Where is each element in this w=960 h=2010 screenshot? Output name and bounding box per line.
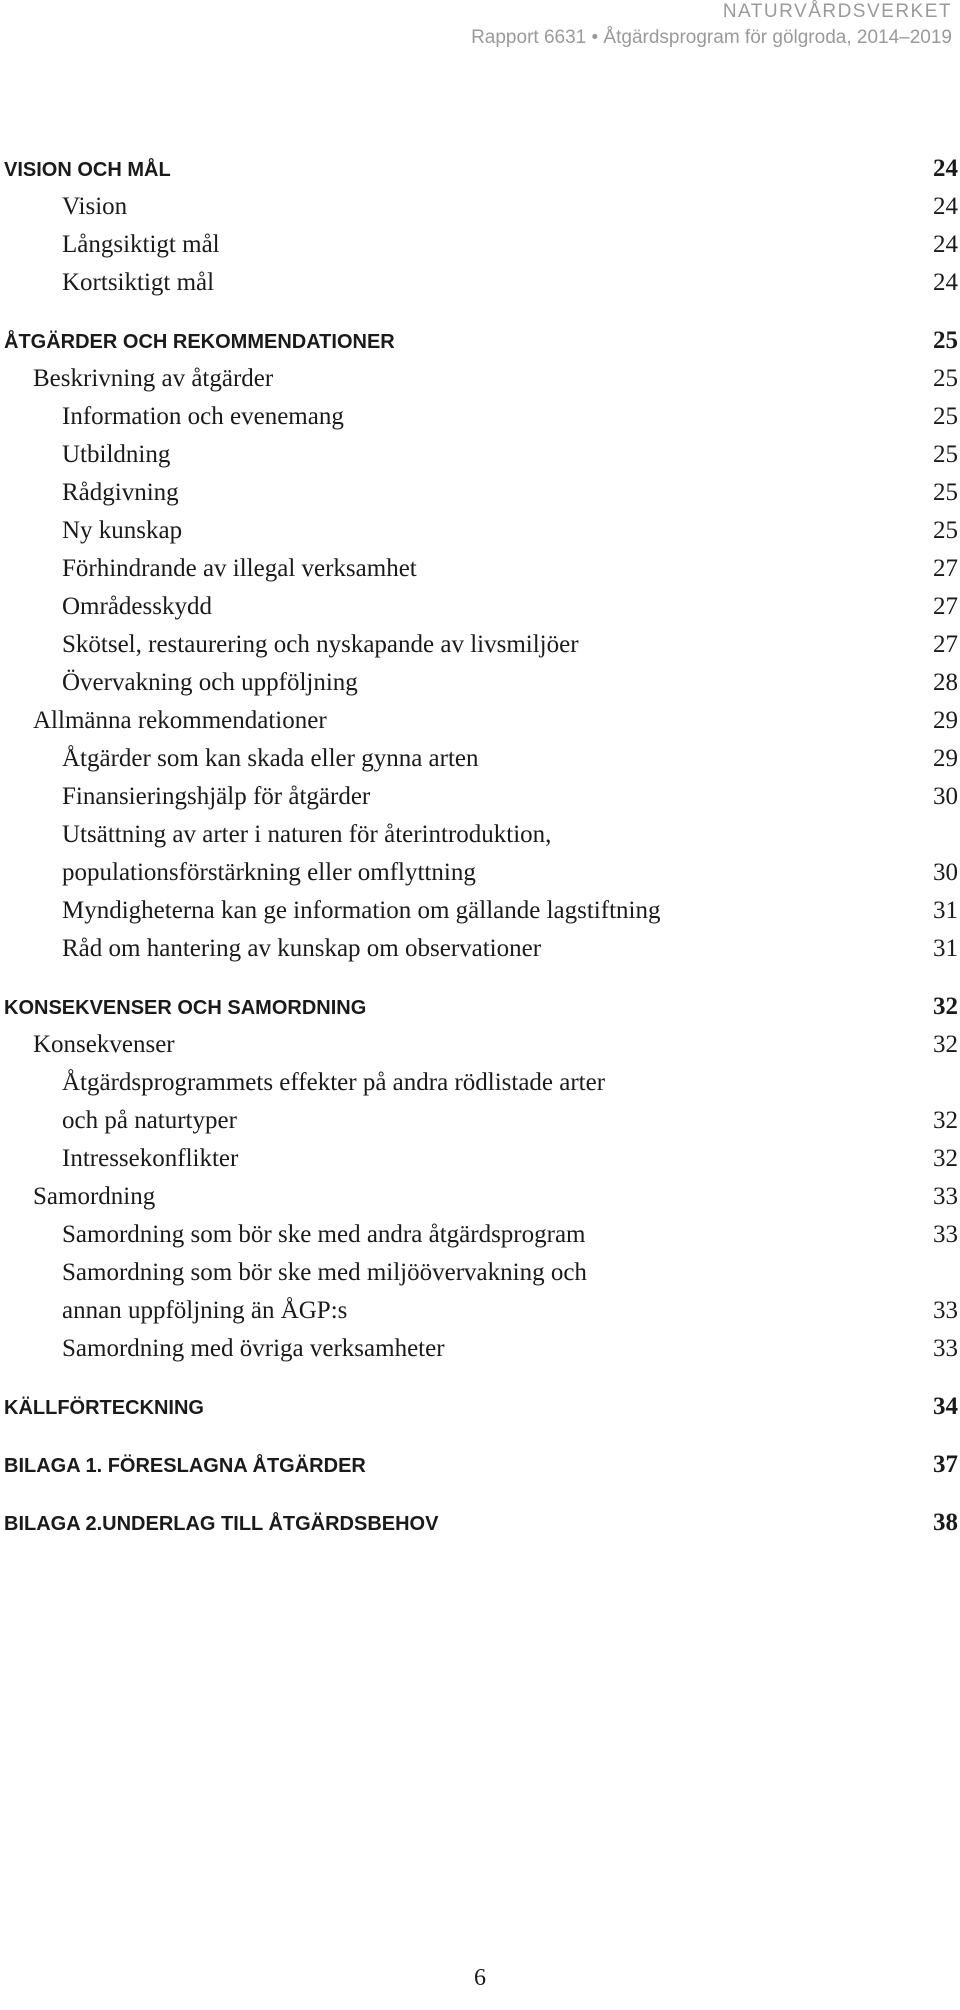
toc-entry [0,892,958,930]
toc-entry-page: 27 [933,593,958,620]
toc-entry-page: 27 [933,555,958,582]
toc-entry [0,664,958,702]
toc-entry-page: 24 [933,269,958,296]
toc-entry-page: 25 [933,517,958,544]
toc-section-heading [0,150,958,188]
table-of-contents [0,150,958,1542]
toc-entry-title: och på naturtyper [62,1107,237,1134]
toc-entry-title: Samordning som bör ske med andra åtgärdsprogram [62,1221,586,1248]
toc-entry-page: 33 [933,1221,958,1248]
toc-entry-title: Skötsel, restaurering och nyskapande av livsmiljöer [62,631,579,658]
toc-entry-page: 32 [933,1031,958,1058]
toc-entry-title: KONSEKVENSER OCH SAMORDNING [4,997,367,1019]
toc-entry-title: Utbildning [62,441,171,468]
toc-entry [0,436,958,474]
toc-entry [0,816,958,854]
toc-entry-title: Ny kunskap [62,517,183,544]
toc-entry-page: 24 [933,231,958,258]
toc-entry-title: Förhindrande av illegal verksamhet [62,555,417,582]
toc-entry [0,854,958,892]
toc-entry-page: 25 [933,403,958,430]
toc-entry-page: 33 [933,1335,958,1362]
toc-entry-title: Information och evenemang [62,403,344,430]
toc-entry [0,188,958,226]
toc-entry-page: 34 [933,1393,958,1420]
toc-entry-title: Allmänna rekommendationer [33,707,327,734]
toc-entry [0,702,958,740]
toc-entry-page: 33 [933,1297,958,1324]
toc-entry-page: 24 [933,155,958,182]
publisher-name: NATURVÅRDSVERKET [722,1,952,22]
toc-entry [0,474,958,512]
section-spacer [0,302,958,322]
toc-entry-title: Åtgärdsprogrammets effekter på andra rödlistade arter [62,1069,606,1096]
toc-entry-title: Rådgivning [62,479,179,506]
toc-entry [0,740,958,778]
toc-entry-page: 27 [933,631,958,658]
report-title: Rapport 6631 • Åtgärdsprogram för gölgroda, 2014–2019 [471,27,952,48]
toc-section-heading [0,1504,958,1542]
toc-entry-title: Långsiktigt mål [62,231,220,258]
section-spacer [0,968,958,988]
toc-entry-title: Övervakning och uppföljning [62,669,358,696]
toc-entry [0,226,958,264]
toc-entry [0,626,958,664]
toc-entry [0,360,958,398]
toc-entry-page: 28 [933,669,958,696]
toc-entry-title: Finansieringshjälp för åtgärder [62,783,371,810]
section-spacer [0,1426,958,1446]
section-spacer [0,1484,958,1504]
toc-entry-page: 32 [933,1107,958,1134]
toc-entry-page: 32 [933,1145,958,1172]
toc-entry-title: Utsättning av arter i naturen för återintroduktion, [62,821,552,848]
toc-section-heading [0,322,958,360]
toc-entry-page: 25 [933,327,958,354]
toc-entry-title: Intressekonflikter [62,1145,239,1172]
toc-section-heading [0,1388,958,1426]
toc-entry-title: Beskrivning av åtgärder [33,365,274,392]
toc-entry-title: Områdesskydd [62,593,212,620]
toc-entry [0,264,958,302]
toc-entry [0,1254,958,1292]
toc-entry-title: Samordning som bör ske med miljöövervakning och [62,1259,587,1286]
toc-section-heading [0,1446,958,1484]
toc-entry-title: BILAGA 1. FÖRESLAGNA ÅTGÄRDER [4,1455,366,1477]
toc-entry-title: Samordning med övriga verksamheter [62,1335,445,1362]
page-header [471,0,952,52]
toc-entry-title: annan uppföljning än ÅGP:s [62,1297,348,1324]
toc-entry [0,1216,958,1254]
toc-entry-title: populationsförstärkning eller omflyttning [62,859,476,886]
toc-entry [0,398,958,436]
toc-entry-page: 30 [933,783,958,810]
page-number: 6 [474,1965,486,1991]
toc-entry [0,1026,958,1064]
toc-entry-page: 30 [933,859,958,886]
toc-entry [0,778,958,816]
toc-entry-page: 25 [933,441,958,468]
toc-entry [0,1140,958,1178]
toc-entry-page: 25 [933,479,958,506]
toc-entry-page: 24 [933,193,958,220]
toc-entry [0,550,958,588]
toc-entry-title: KÄLLFÖRTECKNING [4,1397,204,1419]
toc-entry-title: Konsekvenser [33,1031,175,1058]
toc-entry-page: 25 [933,365,958,392]
toc-entry-page: 37 [933,1451,958,1478]
toc-entry-title: VISION OCH MÅL [4,159,171,181]
toc-entry-page: 31 [933,897,958,924]
toc-entry [0,1292,958,1330]
toc-entry [0,1064,958,1102]
toc-entry-page: 33 [933,1183,958,1210]
section-spacer [0,1368,958,1388]
toc-entry-title: BILAGA 2.UNDERLAG TILL ÅTGÄRDSBEHOV [4,1513,439,1535]
toc-entry-page: 31 [933,935,958,962]
toc-entry [0,1178,958,1216]
toc-entry-page: 29 [933,707,958,734]
toc-entry-page: 38 [933,1509,958,1536]
toc-entry [0,1102,958,1140]
toc-entry-title: Åtgärder som kan skada eller gynna arten [62,745,479,772]
toc-entry-title: Myndigheterna kan ge information om gällande lagstiftning [62,897,661,924]
toc-entry-title: ÅTGÄRDER OCH REKOMMENDATIONER [4,331,395,353]
toc-entry [0,512,958,550]
toc-entry [0,1330,958,1368]
toc-entry-page: 29 [933,745,958,772]
toc-entry [0,588,958,626]
toc-entry-title: Råd om hantering av kunskap om observationer [62,935,542,962]
toc-entry-title: Samordning [33,1183,156,1210]
toc-entry [0,930,958,968]
toc-entry-title: Kortsiktigt mål [62,269,215,296]
toc-entry-page: 32 [933,993,958,1020]
toc-section-heading [0,988,958,1026]
toc-entry-title: Vision [62,193,128,220]
